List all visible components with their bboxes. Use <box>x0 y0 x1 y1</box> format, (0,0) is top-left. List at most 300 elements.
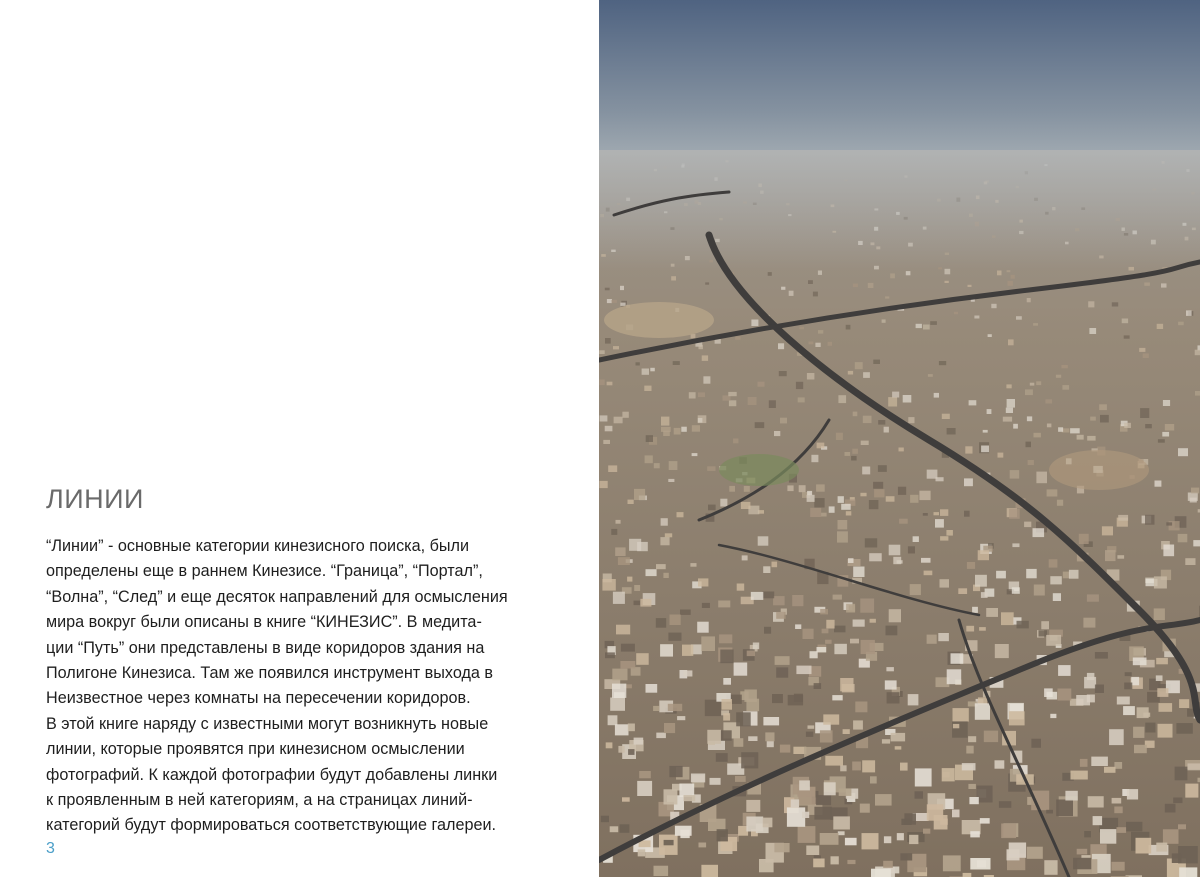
building-block <box>840 765 846 771</box>
building-block <box>897 833 904 840</box>
building-block <box>1039 630 1048 636</box>
building-block <box>1025 389 1033 395</box>
building-block <box>1090 417 1096 421</box>
building-block <box>1165 424 1174 431</box>
text-column <box>46 0 586 877</box>
building-block <box>1007 270 1011 272</box>
building-block <box>664 789 678 804</box>
building-block <box>1099 404 1107 410</box>
building-block <box>1176 723 1192 734</box>
building-block <box>638 849 646 856</box>
building-block <box>1027 847 1043 859</box>
building-block <box>646 684 658 693</box>
building-block <box>842 684 855 692</box>
building-block <box>751 592 764 600</box>
building-block <box>860 599 874 613</box>
building-block <box>661 518 668 526</box>
building-block <box>601 816 609 823</box>
building-block <box>975 575 987 587</box>
building-block <box>899 519 908 524</box>
building-block <box>952 810 960 818</box>
building-block <box>1053 593 1061 601</box>
building-block <box>860 493 866 497</box>
building-block <box>845 452 851 456</box>
building-block <box>947 428 956 435</box>
building-block <box>975 703 990 720</box>
building-block <box>898 487 906 495</box>
building-block <box>1045 399 1052 403</box>
building-block <box>1058 665 1071 676</box>
building-block <box>1010 470 1020 479</box>
building-block <box>1156 843 1167 852</box>
building-block <box>1143 353 1149 358</box>
building-block <box>701 636 715 651</box>
building-block <box>895 746 902 749</box>
building-block <box>675 826 692 836</box>
building-block <box>673 361 680 365</box>
building-block <box>778 343 784 349</box>
building-block <box>853 720 863 729</box>
building-block <box>863 416 872 423</box>
building-block <box>767 741 774 747</box>
building-block <box>1139 348 1145 352</box>
building-block <box>1013 424 1018 429</box>
building-block <box>1157 324 1163 329</box>
building-block <box>1056 800 1073 817</box>
building-block <box>684 795 696 801</box>
building-block <box>815 343 820 347</box>
building-block <box>716 753 728 762</box>
building-block <box>1161 283 1167 287</box>
building-block <box>963 873 972 877</box>
building-block <box>980 818 990 824</box>
building-block <box>1070 428 1080 433</box>
building-block <box>663 573 668 578</box>
building-block <box>1036 472 1047 484</box>
building-block <box>775 656 790 665</box>
building-block <box>762 592 774 599</box>
building-block <box>940 509 948 516</box>
building-block <box>900 853 912 860</box>
building-block <box>924 571 933 576</box>
building-block <box>813 859 824 868</box>
building-block <box>707 466 715 471</box>
building-block <box>853 567 864 578</box>
building-block <box>1178 448 1188 456</box>
building-block <box>1036 381 1041 385</box>
building-block <box>787 485 793 491</box>
building-block <box>814 683 822 689</box>
building-block <box>776 667 788 677</box>
building-block <box>996 571 1006 579</box>
paragraph-line: Неизвестное через комнаты на пересечении коридоров. <box>46 689 471 708</box>
building-block <box>977 786 993 803</box>
building-block <box>860 804 870 813</box>
building-block <box>603 440 610 444</box>
building-block <box>780 418 787 424</box>
body-paragraph <box>46 534 576 839</box>
building-block <box>774 843 789 852</box>
building-block <box>988 334 992 337</box>
building-block <box>890 273 895 278</box>
building-block <box>1073 858 1091 870</box>
building-block <box>763 818 773 828</box>
building-block <box>901 819 911 825</box>
building-block <box>1145 723 1155 733</box>
building-block <box>677 512 684 517</box>
building-block <box>708 741 715 745</box>
building-block <box>1145 424 1152 428</box>
building-block <box>927 470 938 479</box>
building-block <box>622 412 628 418</box>
building-block <box>765 732 774 741</box>
building-block <box>978 550 989 560</box>
building-block <box>796 666 811 675</box>
building-block <box>1127 789 1138 799</box>
building-block <box>1124 423 1131 428</box>
building-block <box>940 579 950 587</box>
building-block <box>763 717 779 725</box>
building-block <box>874 489 884 497</box>
building-block <box>616 520 621 524</box>
building-block <box>682 645 693 656</box>
building-block <box>1006 384 1011 388</box>
building-block <box>984 731 998 743</box>
building-block <box>1095 652 1108 659</box>
building-block <box>817 443 825 449</box>
building-block <box>968 784 976 789</box>
building-block <box>748 736 757 741</box>
building-block <box>953 724 959 728</box>
building-block <box>1034 433 1041 438</box>
building-block <box>698 392 705 397</box>
building-block <box>838 496 844 503</box>
building-block <box>820 833 839 845</box>
building-block <box>1007 399 1015 408</box>
paragraph-line: В этой книге наряду с известными могут возникнуть новые <box>46 714 489 733</box>
building-block <box>808 280 813 284</box>
building-block <box>832 695 842 700</box>
building-block <box>605 652 615 658</box>
building-block <box>825 756 843 766</box>
building-block <box>618 557 630 565</box>
building-block <box>606 742 613 748</box>
building-block <box>668 633 681 641</box>
building-block <box>923 325 930 330</box>
building-block <box>970 858 990 870</box>
horizon-haze <box>599 150 1200 270</box>
building-block <box>733 439 738 444</box>
building-block <box>708 505 716 511</box>
building-block <box>927 635 937 644</box>
building-block <box>838 395 846 403</box>
building-block <box>913 536 919 542</box>
building-block <box>741 752 758 768</box>
building-block <box>862 760 875 772</box>
paragraph-line: ции “Путь” они представлены в виде коридоров здания на <box>46 638 485 657</box>
building-block <box>1191 488 1199 494</box>
building-block <box>1157 688 1168 697</box>
building-block <box>923 513 928 516</box>
building-block <box>946 530 953 536</box>
building-block <box>656 564 666 569</box>
building-block <box>1144 283 1150 286</box>
building-block <box>1047 424 1052 428</box>
building-block <box>612 669 627 681</box>
building-block <box>813 292 818 297</box>
building-block <box>903 395 912 403</box>
building-block <box>1112 798 1122 804</box>
building-block <box>939 361 946 365</box>
building-block <box>636 362 640 365</box>
building-block <box>758 382 765 387</box>
building-block <box>773 596 785 605</box>
building-block <box>958 588 967 594</box>
building-block <box>755 422 765 428</box>
building-block <box>1095 685 1104 694</box>
building-block <box>814 807 831 820</box>
building-block <box>915 791 924 798</box>
building-block <box>811 455 818 462</box>
page-title: ЛИНИИ <box>46 484 144 514</box>
building-block <box>668 479 674 482</box>
building-block <box>705 282 709 284</box>
building-block <box>964 478 973 486</box>
building-block <box>679 784 694 798</box>
building-block <box>935 519 944 528</box>
building-block <box>699 843 707 848</box>
paragraph-line: фотографий. К каждой фотографии будут добавлены линки <box>46 765 498 784</box>
building-block <box>886 667 894 671</box>
building-block <box>620 661 635 669</box>
building-block <box>1133 727 1144 738</box>
building-block <box>669 461 678 470</box>
building-block <box>1190 498 1197 503</box>
building-block <box>1185 784 1198 798</box>
building-block <box>698 418 703 423</box>
building-block <box>1003 417 1012 422</box>
building-block <box>1114 807 1122 814</box>
building-block <box>908 694 919 705</box>
building-block <box>1112 302 1118 306</box>
building-block <box>1100 829 1116 844</box>
building-block <box>814 498 824 507</box>
building-block <box>1105 550 1116 561</box>
building-block <box>1001 824 1016 839</box>
building-block <box>869 500 879 509</box>
building-block <box>646 569 657 576</box>
building-block <box>722 699 733 710</box>
building-block <box>1178 846 1198 863</box>
building-block <box>720 499 727 507</box>
building-block <box>927 804 943 820</box>
building-block <box>747 651 755 657</box>
page-number: 3 <box>46 840 55 857</box>
building-block <box>953 708 969 722</box>
building-block <box>834 626 846 633</box>
building-block <box>820 730 833 742</box>
building-block <box>735 776 746 782</box>
building-block <box>998 453 1004 458</box>
building-block <box>964 511 970 517</box>
building-block <box>758 536 769 545</box>
building-block <box>1028 460 1034 465</box>
building-block <box>965 446 972 453</box>
building-block <box>697 622 709 633</box>
open-sand <box>1049 450 1149 490</box>
building-block <box>1008 281 1013 286</box>
building-block <box>768 272 772 276</box>
building-block <box>873 482 883 489</box>
building-block <box>942 768 955 781</box>
building-block <box>728 392 736 396</box>
building-block <box>846 511 852 515</box>
building-block <box>680 610 691 615</box>
building-block <box>1163 400 1170 406</box>
paragraph-line: категорий будут формироваться соответствующие галереи. <box>46 816 496 835</box>
building-block <box>938 633 949 641</box>
building-block <box>670 615 681 626</box>
building-block <box>737 584 745 591</box>
building-block <box>826 620 834 629</box>
building-block <box>729 486 735 492</box>
building-block <box>1006 408 1013 413</box>
building-block <box>671 276 676 280</box>
paragraph-line: “Линии” - основные категории кинезисного поиска, были <box>46 537 470 555</box>
building-block <box>986 608 998 617</box>
building-block <box>1062 385 1069 390</box>
building-block <box>1093 816 1103 825</box>
building-block <box>1008 339 1014 345</box>
building-block <box>1033 528 1045 537</box>
building-block <box>763 566 770 573</box>
building-block <box>919 491 930 500</box>
building-block <box>798 397 805 402</box>
building-block <box>788 695 803 706</box>
building-block <box>1175 767 1188 781</box>
paragraph-line: мира вокруг были описаны в книге “КИНЕЗИС”. В медита- <box>46 613 482 632</box>
building-block <box>897 560 903 563</box>
building-block <box>846 325 851 330</box>
building-block <box>1155 481 1162 487</box>
building-block <box>999 801 1011 808</box>
building-block <box>1122 319 1128 324</box>
building-block <box>952 721 968 737</box>
building-block <box>692 425 700 432</box>
building-block <box>1178 322 1184 326</box>
building-block <box>1024 522 1031 528</box>
building-block <box>979 627 986 631</box>
building-block <box>884 427 889 433</box>
building-block <box>1084 677 1096 689</box>
building-block <box>668 704 682 711</box>
building-block <box>1031 739 1041 748</box>
building-block <box>1012 587 1020 594</box>
building-block <box>1071 771 1088 780</box>
building-block <box>605 426 613 432</box>
building-block <box>1041 621 1049 629</box>
building-block <box>1117 827 1127 833</box>
building-block <box>734 663 748 676</box>
building-block <box>1069 570 1079 579</box>
building-block <box>951 653 964 664</box>
sky <box>599 0 1200 160</box>
building-block <box>1009 509 1020 519</box>
building-block <box>841 504 851 510</box>
building-block <box>855 702 867 713</box>
building-block <box>735 336 740 339</box>
building-block <box>734 738 744 747</box>
building-block <box>791 799 799 807</box>
building-block <box>628 500 634 504</box>
building-block <box>1057 500 1063 506</box>
building-block <box>701 865 718 877</box>
building-block <box>772 694 783 703</box>
building-block <box>1030 383 1035 386</box>
building-block <box>943 855 961 871</box>
building-block <box>710 778 721 785</box>
building-block <box>781 287 785 290</box>
building-block <box>906 271 911 275</box>
building-block <box>1133 658 1147 666</box>
building-block <box>884 836 891 843</box>
building-block <box>691 774 705 783</box>
building-block <box>718 601 730 608</box>
building-block <box>699 345 703 349</box>
building-block <box>1058 689 1072 701</box>
building-block <box>824 782 836 795</box>
building-block <box>661 417 669 426</box>
building-block <box>654 866 669 876</box>
paragraph-line: к проявленным в ней категориям, а на страницах линий- <box>46 791 473 810</box>
building-block <box>962 763 976 770</box>
building-block <box>684 670 693 676</box>
building-block <box>772 562 778 568</box>
building-block <box>807 373 815 380</box>
building-block <box>1088 796 1104 807</box>
building-block <box>634 601 641 606</box>
building-block <box>639 771 651 778</box>
building-block <box>642 369 649 375</box>
building-block <box>1165 804 1176 813</box>
building-block <box>862 833 879 849</box>
building-block <box>1058 427 1063 432</box>
building-block <box>892 392 899 398</box>
building-block <box>848 558 854 563</box>
building-block <box>1179 867 1197 877</box>
building-block <box>637 542 648 551</box>
aerial-city-photo <box>599 0 1200 877</box>
building-block <box>1046 635 1061 646</box>
building-block <box>1195 350 1200 356</box>
building-block <box>1011 275 1015 279</box>
building-block <box>681 427 687 432</box>
building-block <box>663 431 670 436</box>
building-block <box>1087 594 1099 601</box>
building-block <box>1076 695 1090 705</box>
building-block <box>1047 489 1058 496</box>
building-block <box>1049 559 1058 567</box>
building-block <box>1050 576 1062 584</box>
building-block <box>1193 540 1200 546</box>
building-block <box>1173 798 1182 804</box>
building-block <box>1065 791 1077 801</box>
building-block <box>1143 713 1150 717</box>
building-block <box>1088 301 1094 307</box>
building-block <box>1158 724 1173 738</box>
building-block <box>1026 569 1037 578</box>
building-block <box>1034 585 1045 596</box>
